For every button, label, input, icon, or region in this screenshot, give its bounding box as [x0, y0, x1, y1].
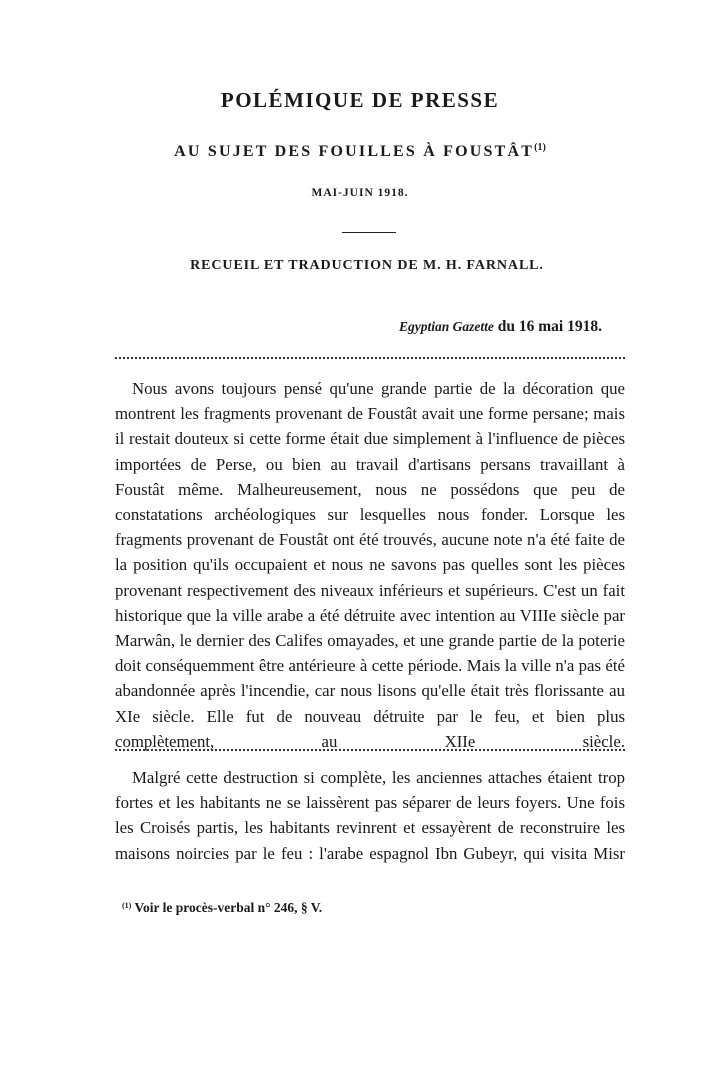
footnote-text: Voir le procès-verbal n° 246, § V.: [134, 900, 323, 915]
body-paragraph-2: [115, 765, 625, 867]
section-rule: [342, 232, 396, 233]
source-citation: [0, 318, 602, 336]
body-paragraph-1: [115, 376, 625, 754]
paragraph-text: Malgré cette destruction si complète, les anciennes attaches étaient trop fortes et les habitants ne se laissèrent pas séparer de leurs foyers. Une fois les Croisés partis, les habitants revinrent et essayèrent de reconstruire les maisons noircies par le feu : l'arabe espagnol Ibn Gubeyr, qui visita Misr: [115, 768, 625, 863]
ellipsis-divider-middle: [115, 749, 625, 751]
date-range: MAI-JUIN 1918.: [311, 187, 409, 199]
publication-name: Egyptian Gazette: [399, 319, 494, 334]
paragraph-text: Nous avons toujours pensé qu'une grande partie de la décoration que montrent les fragments provenant de Foustât avait une forme persane; mais il restait douteux si cette forme était due simplement à l'influence de pièces importées de Perse, ou bien au travail d'artisans persans travaillant à Foustât même. Malheureusement, nous ne possédons que peu de constatations archéologiques sur lesquelles nous fonder. Lorsque les fragments provenant de Foustât ont été trouvés, aucune note n'a été faite de la position qu'ils occupaient et nous ne savons pas quelles sont les pièces provenant respectivement des niveaux inférieurs et supérieurs. C'est un fait historique que la ville arabe a été détruite avec intention au VIIIe siècle par Marwân, le dernier des Califes omayades, et une grande partie de la poterie doit conséquemment être antérieure à cette période. Mais la ville n'a pas été abandonnée après l'incendie, car nous lisons qu'elle était très florissante au XIe siècle. Elle fut de nouveau détruite par le feu, et bien plus complètement, au XIIe siècle.: [115, 379, 625, 751]
publication-date: du 16 mai 1918.: [497, 318, 602, 335]
footnote: [122, 900, 322, 916]
ellipsis-divider-top: [115, 357, 625, 359]
footnote-marker: (1): [122, 901, 132, 910]
collection-credit: RECUEIL ET TRADUCTION DE M. H. FARNALL.: [190, 258, 544, 273]
page-title: POLÉMIQUE DE PRESSE: [220, 88, 500, 112]
subtitle-text: AU SUJET DES FOUILLES À FOUSTÂT: [174, 143, 535, 160]
page-subtitle: [0, 142, 720, 161]
footnote-reference: (1): [534, 142, 546, 153]
